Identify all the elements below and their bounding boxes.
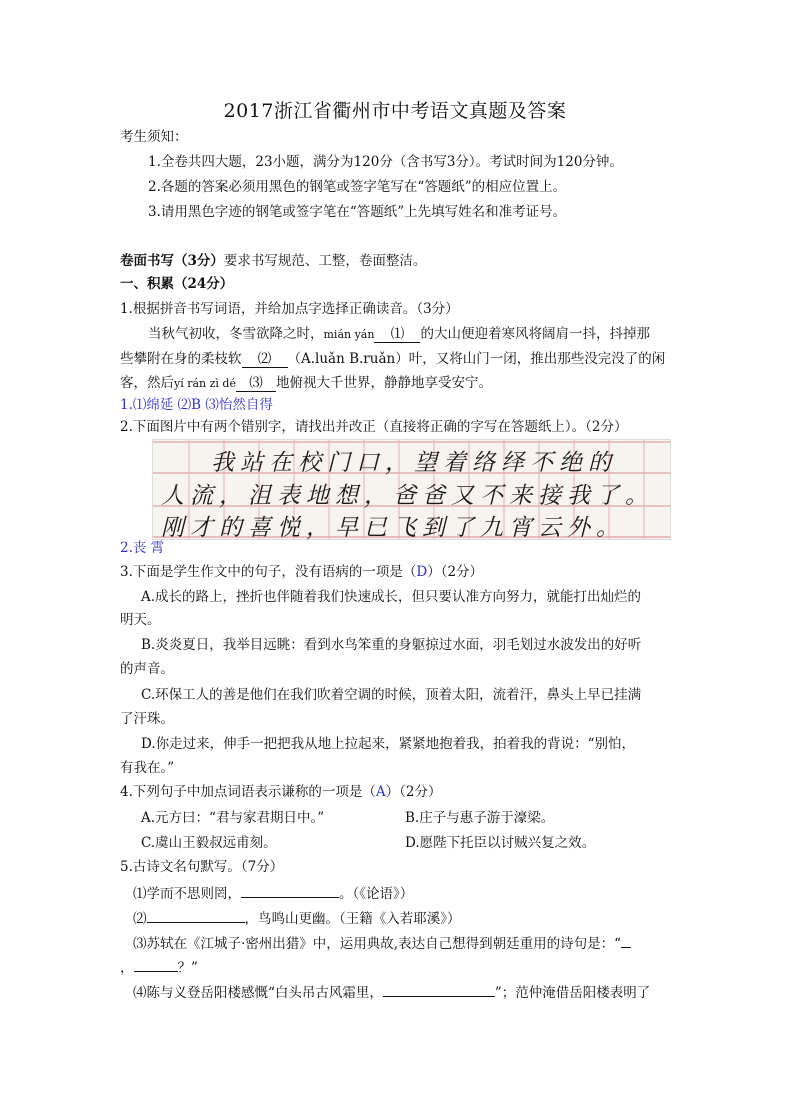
q4-option-c: C.虞山王毅叔远甫刻。 bbox=[141, 835, 277, 851]
q3-answer: D bbox=[416, 564, 428, 580]
notice-item-2: 2.各题的答案必须用黑色的钢笔或签字笔写在“答题纸”的相应位置上。 bbox=[148, 179, 567, 195]
q4-option-d: D.愿陛下托臣以讨贼兴复之效。 bbox=[405, 835, 596, 851]
q3-option-c: C.环保工人的善是他们在我们吹着空调的时候，顶着太阳，流着汗，鼻头上早已挂满 bbox=[141, 687, 642, 703]
q3-option-b: B.炎炎夏日，我举目远眺：看到水鸟笨重的身躯掠过水面，羽毛划过水波发出的好听 bbox=[141, 637, 642, 653]
handwriting-line-3: 刚才的喜悦，早已飞到了九宵云外。 bbox=[161, 515, 625, 540]
handwriting-image bbox=[152, 439, 671, 540]
q1-text: 当秋气初收，冬雪欲降之时， bbox=[148, 326, 324, 342]
q5-text: ”；范仲淹借岳阳楼表明了 bbox=[494, 985, 651, 1001]
q3-option-a-cont: 明天。 bbox=[120, 612, 161, 628]
q2-stem: 2.下面图片中有两个错别字，请找出并改正（直接将正确的字写在答题纸上）。（2分） bbox=[120, 419, 628, 435]
handwriting-requirement bbox=[120, 252, 426, 270]
q5-blank-4 bbox=[383, 982, 495, 997]
q5-blank-3a bbox=[621, 933, 631, 948]
q5-stem: 5.古诗文名句默写。（7分） bbox=[120, 859, 284, 875]
q1-text: （A.luǎn B.ruǎn）叶，又将山门一闭，推出那些没完没了的闲 bbox=[287, 351, 666, 367]
handwriting-label: 卷面书写（3分） bbox=[120, 253, 224, 269]
q1-text: 些攀附在身的柔枝软 bbox=[120, 351, 242, 367]
q2-answer: 2.丧 霄 bbox=[120, 540, 165, 556]
q5-item-3-cont bbox=[120, 957, 198, 977]
notice-item-3: 3.请用黑色字迹的钢笔或签字笔在“答题纸”上先填写姓名和准考证号。 bbox=[148, 204, 567, 220]
q5-text: ⑶苏轼在《江城子·密州出猎》中，运用典故,表达自己想得到朝廷重用的诗句是：“ bbox=[133, 936, 621, 952]
q1-text: 客，然后 bbox=[120, 375, 174, 391]
q1-line-2 bbox=[120, 350, 665, 368]
pinyin-yirandzide: yí rán zì dé bbox=[174, 377, 236, 390]
q5-item-1 bbox=[133, 883, 413, 903]
handwriting-line-2: 人流，沮表地想，爸爸又不来接我了。 bbox=[161, 483, 654, 509]
q5-item-4 bbox=[133, 982, 650, 1002]
q3-stem-end: ）（2分） bbox=[427, 564, 484, 580]
q5-blank-2 bbox=[147, 908, 245, 923]
q4-stem-text: 4.下列句子中加点词语表示谦称的一项是（ bbox=[120, 784, 376, 800]
q1-line-1 bbox=[148, 325, 650, 344]
notice-heading: 考生须知： bbox=[120, 129, 188, 145]
handwriting-line-1: 我站在校门口，望着络绎不绝的 bbox=[211, 450, 617, 476]
q4-stem bbox=[120, 783, 441, 801]
q4-option-b: B.庄子与惠子游于濠梁。 bbox=[405, 810, 555, 826]
q3-option-c-cont: 了汗珠。 bbox=[120, 711, 174, 727]
q1-text: 地俯视大千世界，静静地享受安宁。 bbox=[276, 375, 492, 391]
q3-option-d: D.你走过来，伸手一把把我从地上拉起来，紧紧地抱着我，拍着我的背说：“别怕， bbox=[141, 736, 636, 752]
notice-item-1: 1.全卷共四大题，23小题，满分为120分（含书写3分）。考试时间为120分钟。 bbox=[148, 154, 623, 170]
q1-text: 的大山便迎着寒风将阔肩一抖，抖掉那 bbox=[420, 326, 650, 342]
q3-option-d-cont: 有我在。” bbox=[120, 760, 175, 776]
q5-item-3 bbox=[133, 933, 631, 953]
q3-stem bbox=[120, 563, 483, 581]
q3-option-b-cont: 的声音。 bbox=[120, 661, 174, 677]
page-title: 2017浙江省衢州市中考语文真题及答案 bbox=[223, 100, 567, 122]
section-1-heading: 一、积累（24分） bbox=[120, 276, 234, 292]
blank-2: ⑵ bbox=[242, 351, 288, 368]
q5-item-2 bbox=[133, 908, 461, 928]
q1-stem: 1.根据拼音书写词语，并给加点字选择正确读音。（3分） bbox=[120, 301, 459, 317]
q3-stem-text: 3.下面是学生作文中的句子，没有语病的一项是（ bbox=[120, 564, 417, 580]
q1-line-3 bbox=[120, 374, 492, 393]
pinyin-mianyan: mián yán bbox=[323, 328, 375, 341]
q5-text: ⑷陈与义登岳阳楼感慨“白头吊古风霜里， bbox=[133, 985, 383, 1001]
q5-text: ⑵ bbox=[133, 911, 147, 927]
q5-text: ？” bbox=[177, 960, 198, 976]
q5-text: ，鸟鸣山更幽。（王籍《入若耶溪》） bbox=[244, 911, 461, 927]
q5-text: ⑴学而不思则罔， bbox=[133, 886, 241, 902]
q5-blank-3b bbox=[134, 957, 178, 972]
blank-3: ⑶ bbox=[236, 375, 276, 392]
q5-text: 。（《论语》） bbox=[339, 886, 414, 902]
q4-option-a: A.元方曰：“君与家君期日中。” bbox=[141, 810, 325, 826]
q4-stem-end: ）（2分） bbox=[385, 784, 442, 800]
blank-1: ⑴ bbox=[374, 326, 420, 343]
q3-option-a: A.成长的路上，挫折也伴随着我们快速成长，但只要认准方向努力，就能打出灿烂的 bbox=[141, 589, 642, 605]
q5-text: ， bbox=[120, 960, 134, 976]
handwriting-text: 要求书写规范、工整，卷面整洁。 bbox=[223, 253, 427, 269]
q1-answer: 1.⑴绵延 ⑵B ⑶怡然自得 bbox=[120, 397, 273, 413]
q5-blank-1 bbox=[241, 883, 339, 898]
q4-answer: A bbox=[375, 784, 386, 800]
